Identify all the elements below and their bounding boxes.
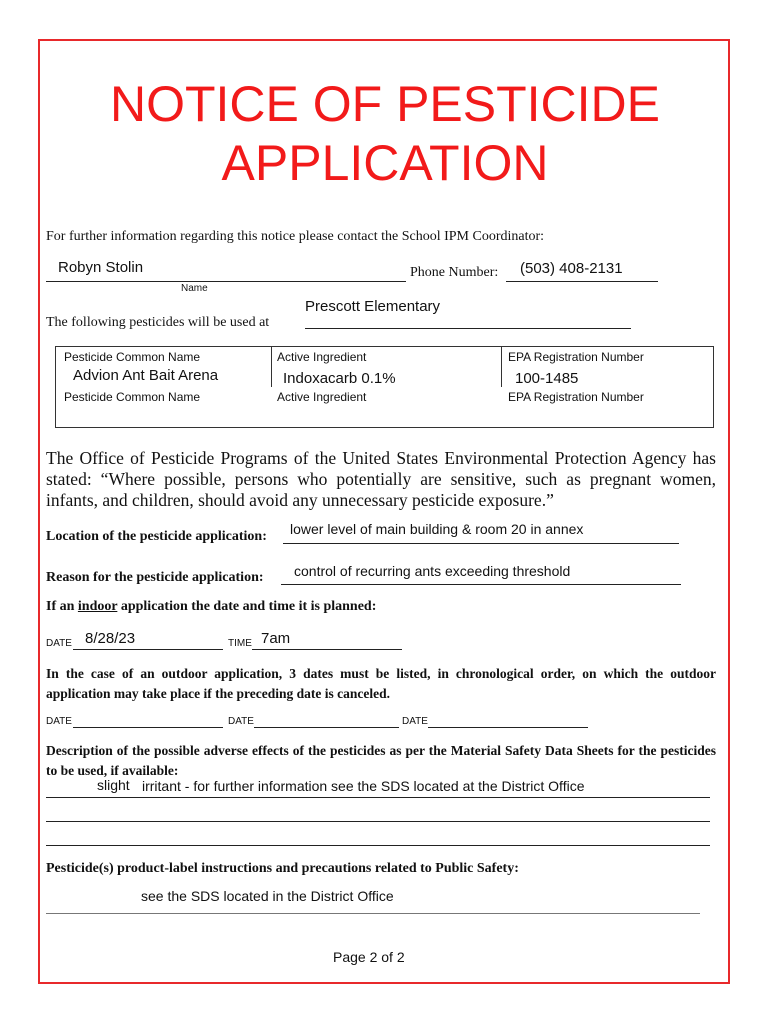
outdoor-date1-label: DATE bbox=[46, 716, 72, 727]
row1-epa-number[interactable]: 100-1485 bbox=[515, 370, 579, 387]
header-epa-number-row2: EPA Registration Number bbox=[508, 390, 644, 404]
coordinator-name-line bbox=[46, 281, 406, 282]
header-active-ingredient: Active Ingredient bbox=[277, 350, 367, 364]
outdoor-date3-label: DATE bbox=[402, 716, 428, 727]
adverse-line bbox=[46, 797, 710, 798]
table-divider bbox=[501, 347, 502, 387]
outdoor-instruction: In the case of an outdoor application, 3 dates must be listed, in chronological order, on which the outdoor application may take place if the preceding date is canceled. bbox=[46, 666, 716, 701]
outdoor-date2-label: DATE bbox=[228, 716, 254, 727]
phone-field[interactable]: (503) 408-2131 bbox=[520, 260, 623, 277]
indoor-instruction: If an indoor application the date and time it is planned: bbox=[46, 599, 377, 614]
school-line bbox=[305, 328, 631, 329]
header-common-name-row2: Pesticide Common Name bbox=[64, 390, 201, 404]
contact-instruction: For further information regarding this notice please contact the School IPM Coordinator: bbox=[46, 229, 545, 244]
header-active-ingredient-row2: Active Ingredient bbox=[277, 390, 367, 404]
date-field[interactable]: 8/28/23 bbox=[85, 630, 136, 647]
adverse-line bbox=[46, 821, 710, 822]
row1-common-name[interactable]: Advion Ant Bait Arena bbox=[73, 367, 219, 384]
notice-title-line1: NOTICE OF PESTICIDE bbox=[109, 76, 661, 132]
outdoor-date3-field[interactable] bbox=[428, 727, 588, 728]
time-label: TIME bbox=[228, 638, 252, 649]
row1-active-ingredient[interactable]: Indoxacarb 0.1% bbox=[283, 370, 396, 387]
adverse-effects-label: Description of the possible adverse effects of the pesticides as per the Material Safety Data Sheets for the pesticides to be used, if available: bbox=[46, 743, 716, 778]
phone-line bbox=[506, 281, 658, 282]
precautions-field[interactable]: see the SDS located in the District Office bbox=[141, 888, 394, 904]
page-number: Page 2 of 2 bbox=[333, 949, 405, 965]
location-field[interactable]: lower level of main building & room 20 in annex bbox=[290, 521, 584, 537]
reason-label: Reason for the pesticide application: bbox=[46, 570, 264, 585]
outdoor-date1-field[interactable] bbox=[73, 727, 223, 728]
time-field[interactable]: 7am bbox=[261, 630, 291, 647]
epa-statement: The Office of Pesticide Programs of the United States Environmental Protection Agency has stated: “Where possible, persons who potentially are sensitive, such as pregnant women, infants, and children, should avoid any unnecessary pesticide exposure.” bbox=[46, 448, 716, 510]
date-label: DATE bbox=[46, 638, 72, 649]
adverse-effects-field-2[interactable]: irritant - for further information see the SDS located at the District Office bbox=[142, 778, 585, 794]
notice-title-line2: APPLICATION bbox=[221, 135, 549, 191]
header-common-name: Pesticide Common Name bbox=[64, 350, 201, 364]
precautions-label: Pesticide(s) product-label instructions and precautions related to Public Safety: bbox=[46, 861, 519, 876]
time-line bbox=[252, 649, 402, 650]
coordinator-name-field[interactable]: Robyn Stolin bbox=[58, 259, 144, 276]
adverse-line bbox=[46, 845, 710, 846]
reason-line bbox=[281, 584, 681, 585]
header-epa-number: EPA Registration Number bbox=[508, 350, 644, 364]
name-caption: Name bbox=[181, 283, 208, 294]
adverse-effects-field-1[interactable]: slight bbox=[97, 777, 130, 793]
used-at-label: The following pesticides will be used at bbox=[46, 315, 270, 330]
pesticide-table bbox=[55, 346, 714, 428]
location-line bbox=[283, 543, 679, 544]
table-divider bbox=[271, 347, 272, 387]
reason-field[interactable]: control of recurring ants exceeding threshold bbox=[294, 563, 571, 579]
date-line bbox=[73, 649, 223, 650]
outdoor-date2-field[interactable] bbox=[254, 727, 399, 728]
precautions-line bbox=[46, 913, 700, 914]
location-label: Location of the pesticide application: bbox=[46, 529, 267, 544]
school-field[interactable]: Prescott Elementary bbox=[305, 298, 441, 315]
phone-label: Phone Number: bbox=[410, 265, 499, 280]
